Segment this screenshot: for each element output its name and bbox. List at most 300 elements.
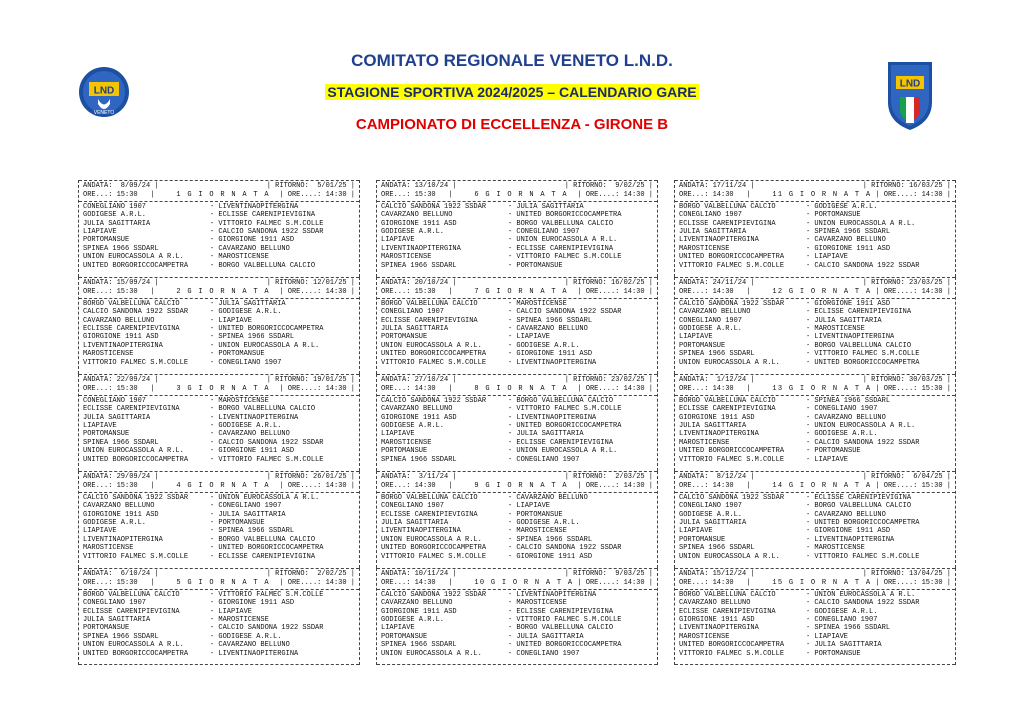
match-row: [679, 430, 951, 438]
away-team: - GIORGIONE 1911 ASD: [508, 350, 593, 359]
home-team: UNITED BORGORICCOCAMPETRA: [679, 253, 785, 262]
round-header: [79, 471, 359, 493]
match-row: [381, 430, 653, 438]
away-team: - GIORGIONE 1911 ASD: [210, 236, 295, 245]
away-team: - LIAPIAVE: [806, 455, 849, 464]
round-number: 2 G I O R N A T A: [176, 287, 270, 296]
bottom-rule: [377, 664, 657, 665]
away-team: - CALCIO SANDONA 1922 SSDAR: [806, 438, 920, 447]
home-team: CAVARZANO BELLUNO: [381, 405, 453, 414]
match-list: [377, 202, 657, 271]
fixtures-grid: [78, 180, 956, 665]
match-row: [381, 262, 653, 270]
match-row: [83, 211, 355, 219]
home-team: CONEGLIANO 1907: [381, 502, 445, 511]
andata-time: ORE...: 15:30 |: [83, 287, 155, 296]
home-team: GIORGIONE 1911 ASD: [83, 333, 159, 342]
home-team: LIVENTINAOPITERGINA: [381, 527, 461, 536]
round-number: 15 G I O R N A T A: [772, 578, 872, 587]
home-team: GODIGESE A.R.L.: [679, 510, 743, 519]
home-team: LIVENTINAOPITERGINA: [679, 430, 759, 439]
away-team: - VITTORIO FALMEC S.M.COLLE: [806, 552, 920, 561]
away-team: - BORGO VALBELLUNA CALCIO: [508, 396, 614, 405]
match-row: [83, 591, 355, 599]
away-team: - VITTORIO FALMEC S.M.COLLE: [806, 350, 920, 359]
round-block: [78, 471, 360, 568]
match-row: [83, 633, 355, 641]
away-team: - CONEGLIANO 1907: [508, 227, 580, 236]
away-team: - UNION EUROCASSOLA A R.L.: [806, 219, 916, 228]
match-row: [381, 650, 653, 658]
match-row: [381, 447, 653, 455]
match-row: [679, 350, 951, 358]
ritorno-date: | RITORNO: 5/01/25 |: [266, 182, 355, 190]
ritorno-time: | ORE....: 15:30 |: [875, 384, 951, 393]
away-team: - GODIGESE A.R.L.: [508, 341, 580, 350]
match-row: [83, 317, 355, 325]
away-team: - CONEGLIANO 1907: [806, 405, 878, 414]
round-header: [377, 374, 657, 396]
away-team: - JULIA SAGITTARIA: [210, 299, 286, 308]
ritorno-date: | RITORNO: 6/04/25 |: [862, 473, 951, 481]
match-row: [83, 456, 355, 464]
match-row: [83, 359, 355, 367]
match-list: [377, 590, 657, 659]
match-row: [381, 591, 653, 599]
svg-text:LND: LND: [93, 85, 115, 97]
away-team: - SPINEA 1966 SSDARL: [806, 396, 891, 405]
away-team: - CALCIO SANDONA 1922 SSDAR: [508, 308, 622, 317]
bottom-rule: [79, 664, 359, 665]
match-row: [381, 641, 653, 649]
match-row: [83, 422, 355, 430]
home-team: MAROSTICENSE: [679, 632, 730, 641]
home-team: JULIA SAGITTARIA: [679, 421, 747, 430]
round-header: [675, 568, 955, 590]
home-team: CONEGLIANO 1907: [83, 202, 147, 211]
home-team: CALCIO SANDONA 1922 SSDAR: [381, 590, 487, 599]
round-block: [674, 471, 956, 568]
away-team: - LIVENTINAOPITERGINA: [806, 333, 895, 342]
home-team: LIAPIAVE: [679, 333, 713, 342]
home-team: UNION EUROCASSOLA A R.L.: [83, 253, 184, 262]
home-team: CONEGLIANO 1907: [679, 502, 743, 511]
away-team: - MAROSTICENSE: [508, 299, 567, 308]
match-row: [679, 342, 951, 350]
match-list: [79, 299, 359, 368]
round-header: [377, 180, 657, 202]
home-team: CONEGLIANO 1907: [83, 396, 147, 405]
match-row: [679, 325, 951, 333]
away-team: - CAVARZANO BELLUNO: [210, 641, 290, 650]
home-team: ECLISSE CARENIPIEVIGINA: [83, 607, 180, 616]
away-team: - PORTOMANSUE: [806, 211, 861, 220]
away-team: - CAVARZANO BELLUNO: [508, 324, 588, 333]
andata-date: ANDATA: 17/11/24 |: [679, 182, 755, 190]
match-row: [679, 447, 951, 455]
home-team: GIORGIONE 1911 ASD: [381, 413, 457, 422]
match-row: [679, 553, 951, 561]
match-row: [679, 236, 951, 244]
match-row: [381, 325, 653, 333]
away-team: - UNION EUROCASSOLA A R.L.: [210, 493, 320, 502]
home-team: LIVENTINAOPITERGINA: [83, 535, 163, 544]
away-team: - LIVENTINAOPITERGINA: [508, 413, 597, 422]
match-row: [83, 203, 355, 211]
ritorno-time: | ORE....: 15:30 |: [875, 578, 951, 587]
home-team: SPINEA 1966 SSDARL: [381, 261, 457, 270]
away-team: - CAVARZANO BELLUNO: [210, 244, 290, 253]
ritorno-date: | RITORNO: 9/03/25 |: [564, 570, 653, 578]
away-team: - ECLISSE CARENIPIEVIGINA: [806, 308, 912, 317]
match-row: [381, 350, 653, 358]
andata-date: ANDATA: 3/11/24 |: [381, 473, 457, 481]
match-row: [381, 616, 653, 624]
ritorno-time: | ORE....: 14:30 |: [577, 190, 653, 199]
match-list: [675, 299, 955, 368]
ritorno-time: | ORE....: 14:30 |: [279, 287, 355, 296]
home-team: UNITED BORGORICCOCAMPETRA: [381, 544, 487, 553]
home-team: PORTOMANSUE: [83, 236, 130, 245]
match-row: [679, 624, 951, 632]
ritorno-date: | RITORNO: 30/03/25 |: [862, 376, 951, 384]
away-team: - GODIGESE A.R.L.: [210, 308, 282, 317]
match-row: [83, 308, 355, 316]
round-header: [79, 277, 359, 299]
home-team: GODIGESE A.R.L.: [381, 227, 445, 236]
home-team: ECLISSE CARENIPIEVIGINA: [83, 405, 180, 414]
match-row: [679, 317, 951, 325]
away-team: - GODIGESE A.R.L.: [210, 421, 282, 430]
home-team: ECLISSE CARENIPIEVIGINA: [381, 316, 478, 325]
away-team: - CALCIO SANDONA 1922 SSDAR: [806, 599, 920, 608]
home-team: JULIA SAGITTARIA: [679, 518, 747, 527]
home-team: BORGO VALBELLUNA CALCIO: [381, 493, 478, 502]
home-team: LIAPIAVE: [83, 527, 117, 536]
ritorno-date: | RITORNO: 12/01/25 |: [266, 279, 355, 287]
away-team: - ECLISSE CARENIPIEVIGINA: [508, 607, 614, 616]
away-team: - ECLISSE CARENIPIEVIGINA: [210, 211, 316, 220]
ritorno-time: | ORE....: 14:30 |: [279, 190, 355, 199]
home-team: BORGO VALBELLUNA CALCIO: [679, 590, 776, 599]
andata-time: ORE...: 15:30 |: [381, 190, 453, 199]
round-header: [675, 471, 955, 493]
andata-date: ANDATA: 6/10/24 |: [83, 570, 159, 578]
round-header: [675, 277, 955, 299]
championship-title: CAMPIONATO DI ECCELLENZA - GIRONE B: [355, 116, 669, 133]
away-team: - BORGO VALBELLUNA CALCIO: [210, 535, 316, 544]
match-list: [79, 202, 359, 271]
round-block: [376, 471, 658, 568]
ritorno-date: | RITORNO: 16/02/25 |: [564, 279, 653, 287]
round-block: [674, 374, 956, 471]
match-row: [83, 608, 355, 616]
match-row: [679, 414, 951, 422]
home-team: VITTORIO FALMEC S.M.COLLE: [83, 552, 189, 561]
away-team: - SPINEA 1966 SSDARL: [806, 624, 891, 633]
away-team: - PORTOMANSUE: [210, 518, 265, 527]
away-team: - GIORGIONE 1911 ASD: [806, 299, 891, 308]
match-row: [381, 608, 653, 616]
match-row: [381, 228, 653, 236]
round-number: 12 G I O R N A T A: [772, 287, 872, 296]
match-row: [83, 300, 355, 308]
match-row: [679, 608, 951, 616]
match-row: [381, 405, 653, 413]
round-block: [78, 277, 360, 374]
andata-time: ORE...: 15:30 |: [83, 578, 155, 587]
match-row: [381, 245, 653, 253]
away-team: - UNION EUROCASSOLA A R.L.: [210, 341, 320, 350]
home-team: GIORGIONE 1911 ASD: [679, 413, 755, 422]
match-row: [381, 511, 653, 519]
away-team: - LIAPIAVE: [806, 253, 849, 262]
away-team: - GODIGESE A.R.L.: [806, 430, 878, 439]
away-team: - JULIA SAGITTARIA: [210, 510, 286, 519]
away-team: - CALCIO SANDONA 1922 SSDAR: [806, 261, 920, 270]
match-row: [679, 422, 951, 430]
round-number: 5 G I O R N A T A: [176, 578, 270, 587]
match-row: [679, 253, 951, 261]
season-title: STAGIONE SPORTIVA 2024/2025 – CALENDARIO GARE: [327, 84, 697, 100]
andata-time: ORE...: 15:30 |: [83, 481, 155, 490]
ritorno-date: | RITORNO: 19/01/25 |: [266, 376, 355, 384]
match-row: [679, 397, 951, 405]
andata-time: ORE...: 14:30 |: [381, 578, 453, 587]
home-team: JULIA SAGITTARIA: [381, 518, 449, 527]
away-team: - MAROSTICENSE: [508, 527, 567, 536]
andata-date: ANDATA: 27/10/24 |: [381, 376, 457, 384]
away-team: - UNITED BORGORICCOCAMPETRA: [508, 211, 622, 220]
away-team: - LIAPIAVE: [806, 632, 849, 641]
andata-date: ANDATA: 15/12/24 |: [679, 570, 755, 578]
away-team: - UNITED BORGORICCOCAMPETRA: [210, 544, 324, 553]
home-team: LIAPIAVE: [381, 236, 415, 245]
away-team: - CALCIO SANDONA 1922 SSDAR: [210, 438, 324, 447]
match-row: [83, 253, 355, 261]
match-row: [83, 599, 355, 607]
andata-time: ORE...: 14:30 |: [679, 578, 751, 587]
match-row: [679, 650, 951, 658]
home-team: ECLISSE CARENIPIEVIGINA: [83, 324, 180, 333]
match-row: [381, 308, 653, 316]
match-row: [83, 439, 355, 447]
away-team: - VITTORIO FALMEC S.M.COLLE: [210, 455, 324, 464]
away-team: - GIORGIONE 1911 ASD: [806, 527, 891, 536]
away-team: - CONEGLIANO 1907: [210, 358, 282, 367]
home-team: GODIGESE A.R.L.: [381, 615, 445, 624]
ritorno-date: | RITORNO: 9/02/25 |: [564, 182, 653, 190]
home-team: CALCIO SANDONA 1922 SSDAR: [679, 299, 785, 308]
round-number: 9 G I O R N A T A: [474, 481, 568, 490]
ritorno-time: | ORE....: 14:30 |: [577, 481, 653, 490]
match-row: [381, 333, 653, 341]
away-team: - UNION EUROCASSOLA A R.L.: [806, 590, 916, 599]
match-row: [83, 536, 355, 544]
away-team: - UNITED BORGORICCOCAMPETRA: [508, 641, 622, 650]
match-row: [83, 350, 355, 358]
match-list: [675, 396, 955, 465]
home-team: UNION EUROCASSOLA A R.L.: [381, 649, 482, 658]
match-row: [83, 262, 355, 270]
match-row: [679, 633, 951, 641]
away-team: - BORGO VALBELLUNA CALCIO: [806, 502, 912, 511]
round-header: [79, 180, 359, 202]
round-number: 10 G I O R N A T A: [474, 578, 574, 587]
ritorno-time: | ORE....: 14:30 |: [577, 384, 653, 393]
round-block: [376, 277, 658, 374]
home-team: UNION EUROCASSOLA A R.L.: [381, 535, 482, 544]
home-team: GODIGESE A.R.L.: [679, 324, 743, 333]
match-row: [83, 430, 355, 438]
match-row: [83, 397, 355, 405]
match-row: [83, 641, 355, 649]
home-team: VITTORIO FALMEC S.M.COLLE: [83, 358, 189, 367]
match-row: [83, 544, 355, 552]
andata-time: ORE...: 14:30 |: [381, 384, 453, 393]
match-row: [381, 527, 653, 535]
match-list: [377, 299, 657, 368]
ritorno-date: | RITORNO: 2/02/25 |: [266, 570, 355, 578]
home-team: LIAPIAVE: [83, 421, 117, 430]
away-team: - JULIA SAGITTARIA: [806, 316, 882, 325]
home-team: GODIGESE A.R.L.: [381, 421, 445, 430]
away-team: - JULIA SAGITTARIA: [508, 430, 584, 439]
away-team: - CALCIO SANDONA 1922 SSDAR: [210, 624, 324, 633]
home-team: UNION EUROCASSOLA A R.L.: [679, 552, 780, 561]
home-team: CAVARZANO BELLUNO: [83, 316, 155, 325]
match-row: [381, 203, 653, 211]
home-team: PORTOMANSUE: [83, 624, 130, 633]
match-row: [381, 317, 653, 325]
home-team: JULIA SAGITTARIA: [679, 227, 747, 236]
match-row: [83, 325, 355, 333]
andata-time: ORE...: 14:30 |: [679, 287, 751, 296]
home-team: UNITED BORGORICCOCAMPETRA: [83, 649, 189, 658]
away-team: - GODIGESE A.R.L.: [210, 632, 282, 641]
away-team: - VITTORIO FALMEC S.M.COLLE: [210, 219, 324, 228]
home-team: VITTORIO FALMEC S.M.COLLE: [679, 649, 785, 658]
home-team: UNITED BORGORICCOCAMPETRA: [679, 641, 785, 650]
away-team: - BORGO VALBELLUNA CALCIO: [210, 261, 316, 270]
home-team: ECLISSE CARENIPIEVIGINA: [381, 510, 478, 519]
home-team: MAROSTICENSE: [83, 350, 134, 359]
away-team: - SPINEA 1966 SSDARL: [210, 527, 295, 536]
home-team: VITTORIO FALMEC S.M.COLLE: [381, 358, 487, 367]
andata-date: ANDATA: 22/09/24 |: [83, 376, 159, 384]
ritorno-time: | ORE....: 14:30 |: [279, 384, 355, 393]
home-team: BORGO VALBELLUNA CALCIO: [679, 202, 776, 211]
home-team: PORTOMANSUE: [381, 447, 428, 456]
match-row: [679, 211, 951, 219]
home-team: GIORGIONE 1911 ASD: [83, 510, 159, 519]
ritorno-time: | ORE....: 14:30 |: [875, 190, 951, 199]
match-row: [381, 544, 653, 552]
ritorno-time: | ORE....: 14:30 |: [577, 578, 653, 587]
home-team: BORGO VALBELLUNA CALCIO: [679, 396, 776, 405]
away-team: - UNITED BORGORICCOCAMPETRA: [508, 421, 622, 430]
home-team: UNITED BORGORICCOCAMPETRA: [83, 455, 189, 464]
match-row: [83, 519, 355, 527]
home-team: MAROSTICENSE: [381, 253, 432, 262]
round-block: [376, 180, 658, 277]
match-row: [381, 456, 653, 464]
home-team: PORTOMANSUE: [83, 430, 130, 439]
away-team: - CAVARZANO BELLUNO: [806, 413, 886, 422]
match-row: [679, 405, 951, 413]
round-block: [376, 568, 658, 665]
away-team: - GODIGESE A.R.L.: [806, 202, 878, 211]
match-row: [83, 342, 355, 350]
andata-time: ORE...: 14:30 |: [679, 384, 751, 393]
andata-time: ORE...: 14:30 |: [679, 190, 751, 199]
ritorno-date: | RITORNO: 26/01/25 |: [266, 473, 355, 481]
match-row: [679, 536, 951, 544]
home-team: GODIGESE A.R.L.: [83, 211, 147, 220]
away-team: - GIORGIONE 1911 ASD: [210, 447, 295, 456]
round-header: [675, 374, 955, 396]
home-team: GIORGIONE 1911 ASD: [381, 219, 457, 228]
ritorno-time: | ORE....: 15:30 |: [875, 481, 951, 490]
away-team: - LIVENTINAOPITERGINA: [508, 590, 597, 599]
away-team: - MAROSTICENSE: [210, 253, 269, 262]
away-team: - CONEGLIANO 1907: [508, 649, 580, 658]
match-row: [679, 228, 951, 236]
away-team: - GIORGIONE 1911 ASD: [806, 244, 891, 253]
home-team: LIAPIAVE: [679, 527, 713, 536]
match-row: [679, 527, 951, 535]
andata-date: ANDATA: 15/09/24 |: [83, 279, 159, 287]
andata-time: ORE...: 15:30 |: [83, 190, 155, 199]
away-team: - PORTOMANSUE: [508, 261, 563, 270]
away-team: - UNION EUROCASSOLA A R.L.: [806, 421, 916, 430]
round-block: [78, 180, 360, 277]
match-row: [679, 308, 951, 316]
match-row: [679, 203, 951, 211]
match-row: [83, 405, 355, 413]
away-team: - SPINEA 1966 SSDARL: [806, 227, 891, 236]
round-number: 11 G I O R N A T A: [772, 190, 872, 199]
home-team: VITTORIO FALMEC S.M.COLLE: [679, 455, 785, 464]
away-team: - BORGO VALBELLUNA CALCIO: [210, 405, 316, 414]
home-team: LIVENTINAOPITERGINA: [381, 244, 461, 253]
away-team: - GIORGIONE 1911 ASD: [210, 599, 295, 608]
home-team: ECLISSE CARENIPIEVIGINA: [679, 405, 776, 414]
away-team: - CALCIO SANDONA 1922 SSDAR: [508, 544, 622, 553]
match-row: [381, 494, 653, 502]
away-team: - CONEGLIANO 1907: [508, 455, 580, 464]
andata-date: ANDATA: 29/09/24 |: [83, 473, 159, 481]
match-row: [679, 245, 951, 253]
round-header: [79, 374, 359, 396]
home-team: CALCIO SANDONA 1922 SSDAR: [381, 202, 487, 211]
away-team: - SPINEA 1966 SSDARL: [508, 535, 593, 544]
away-team: - JULIA SAGITTARIA: [508, 202, 584, 211]
away-team: - MAROSTICENSE: [508, 599, 567, 608]
ritorno-date: | RITORNO: 2/03/25 |: [564, 473, 653, 481]
home-team: MAROSTICENSE: [679, 244, 730, 253]
away-team: - MAROSTICENSE: [806, 324, 865, 333]
ritorno-date: | RITORNO: 13/04/25 |: [862, 570, 951, 578]
home-team: GODIGESE A.R.L.: [83, 518, 147, 527]
ritorno-date: | RITORNO: 23/02/25 |: [564, 376, 653, 384]
home-team: CAVARZANO BELLUNO: [83, 502, 155, 511]
match-row: [83, 511, 355, 519]
bottom-rule: [675, 664, 955, 665]
andata-date: ANDATA: 8/12/24 |: [679, 473, 755, 481]
match-row: [83, 228, 355, 236]
away-team: - SPINEA 1966 SSDARL: [210, 333, 295, 342]
